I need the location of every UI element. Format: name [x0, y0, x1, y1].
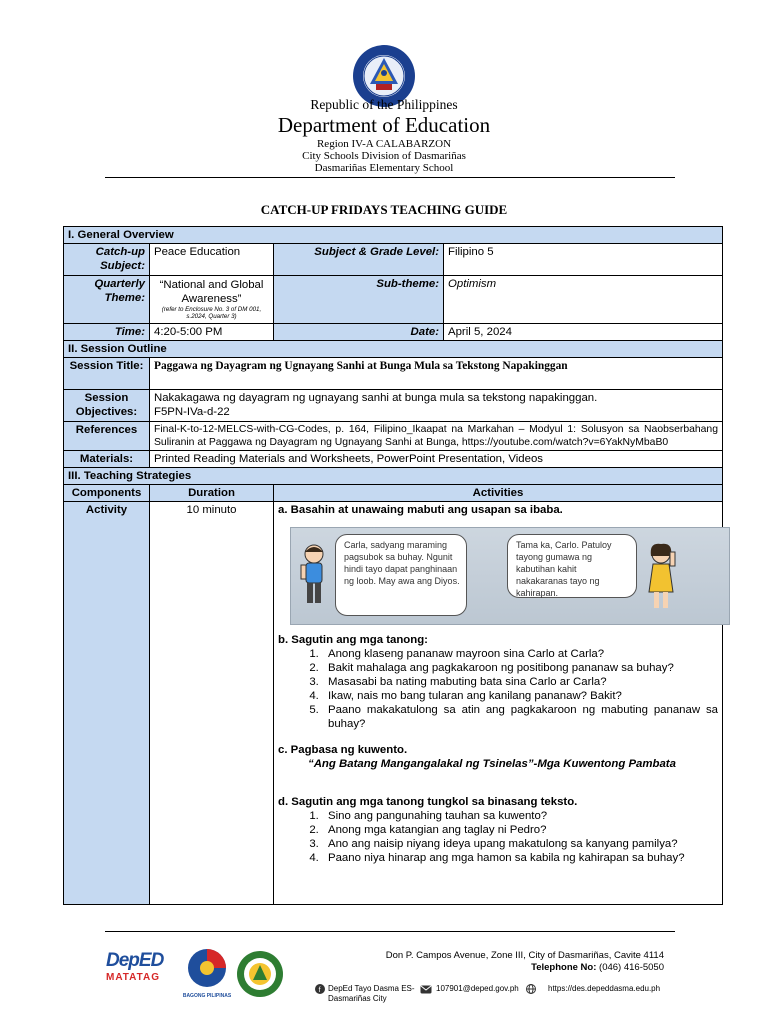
sub-theme-label: Sub-theme:: [274, 276, 444, 324]
republic-line: Republic of the Philippines: [310, 97, 458, 112]
activity-c-heading: c. Pagbasa ng kuwento.: [278, 744, 408, 756]
list-item: 5. Paano makakatulong sa atin ang pagkakaroon ng mabuting pananaw sa buhay?: [322, 703, 718, 731]
header-divider: [105, 177, 675, 178]
school-address: Don P. Campos Avenue, Zone III, City of Dasmariñas, Cavite 4114: [385, 950, 664, 961]
deped-matatag-logo: [106, 950, 178, 996]
catch-up-subject-label: Catch-up Subject:: [64, 244, 150, 276]
session-objectives-label: Session Objectives:: [64, 390, 150, 422]
materials-value: Printed Reading Materials and Worksheets, PowerPoint Presentation, Videos: [150, 451, 723, 468]
division-line: City Schools Division of Dasmariñas: [302, 150, 466, 162]
list-item: 3. Ano ang naisip niyang ideya upang makatulong sa kanyang pamilya?: [322, 837, 718, 851]
grade-level-label: Subject & Grade Level:: [274, 244, 444, 276]
bagong-pilipinas-logo: [182, 946, 232, 1002]
session-objectives-cell: [150, 390, 723, 422]
references-value: Final-K-to-12-MELCS-with-CG-Codes, p. 164, Filipino_Ikaapat na Markahan – Modyul 1: Solusyon sa Naobserbahang Suliranin at Paggawa ng Dayagram ng Ugnayang Sanhi at Bunga, https://youtube.com/watch?v=6YakNyMbaB0: [150, 422, 723, 451]
footer-divider: [105, 931, 675, 932]
quarterly-theme-value: “National and Global Awareness”: [159, 279, 264, 305]
school-line: Dasmariñas Elementary School: [314, 162, 454, 174]
list-item: 4. Ikaw, nais mo bang tularan ang kanilang pananaw? Bakit?: [322, 689, 718, 703]
deped-logo-text: DepED: [106, 950, 164, 971]
sub-theme-value: Optimism: [444, 276, 723, 324]
components-column-header: Components: [64, 485, 150, 502]
list-item: 3. Masasabi ba nating mabuting bata sina Carlo ar Carla?: [322, 675, 718, 689]
list-item: 2. Anong mga katangian ang taglay ni Pedro?: [322, 823, 718, 837]
girl-carla-icon: [645, 542, 677, 614]
teaching-strategies-heading: III. Teaching Strategies: [64, 468, 723, 485]
telephone-label: Telephone No:: [531, 962, 597, 973]
activity-a-heading: a. Basahin at unawaing mabuti ang usapan sa ibaba.: [278, 504, 563, 516]
session-title-label: Session Title:: [64, 358, 150, 390]
carlo-speech-bubble: Carla, sadyang maraming pagsubok sa buhay. Ngunit hindi tayo dapat panghinaan ng loob. May awa ang Diyos.: [335, 534, 467, 616]
duration-column-header: Duration: [150, 485, 274, 502]
carla-speech-bubble: Tama ka, Carlo. Patuloy tayong gumawa ng kabutihan kahit nakakaranas tayo ng kahirapan.: [507, 534, 637, 598]
activity-b-questions: [278, 647, 718, 731]
department-title: Department of Education: [277, 113, 491, 137]
quarterly-theme-cell: [150, 276, 274, 324]
materials-label: Materials:: [64, 451, 150, 468]
website-url[interactable]: https://des.depeddasma.edu.ph: [548, 984, 661, 993]
activity-d-questions: [278, 809, 718, 865]
boy-carlo-icon: [299, 542, 329, 612]
telephone-line: [531, 962, 664, 973]
session-outline-heading: II. Session Outline: [64, 341, 723, 358]
activity-b-heading: b. Sagutin ang mga tanong:: [278, 634, 428, 646]
date-value: April 5, 2024: [444, 324, 723, 341]
dialogue-illustration: [290, 527, 730, 625]
svg-text:f: f: [318, 987, 321, 994]
time-value: 4:20-5:00 PM: [150, 324, 274, 341]
activity-d-heading: d. Sagutin ang mga tanong tungkol sa binasang teksto.: [278, 796, 578, 808]
matatag-logo-text: MATATAG: [106, 972, 161, 983]
references-label: References: [64, 422, 150, 451]
email-address[interactable]: 107901@deped.gov.ph: [436, 984, 519, 993]
date-label: Date:: [274, 324, 444, 341]
session-objectives-value: Nakakagawa ng dayagram ng ugnayang sanhi at bunga mula sa tekstong napakinggan.: [154, 392, 598, 404]
document-title: CATCH-UP FRIDAYS TEACHING GUIDE: [260, 202, 508, 217]
activities-cell: [274, 502, 723, 905]
list-item: 4. Paano niya hinarap ang mga hamon sa kabila ng kahirapan sa buhay?: [322, 851, 718, 865]
school-seal-icon: [236, 950, 284, 998]
list-item: 1. Anong klaseng pananaw mayroon sina Carlo at Carla?: [322, 647, 718, 661]
teaching-guide-table: [63, 226, 723, 905]
time-label: Time:: [64, 324, 150, 341]
activity-duration: 10 minuto: [150, 502, 274, 905]
general-overview-heading: I. General Overview: [64, 227, 723, 244]
story-title: “Ang Batang Mangangalakal ng Tsinelas”-Mga Kuwentong Pambata: [308, 758, 676, 770]
component-activity: Activity: [64, 502, 150, 905]
competency-code: F5PN-IVa-d-22: [154, 406, 230, 418]
globe-icon: [526, 984, 536, 994]
quarterly-theme-label: Quarterly Theme:: [64, 276, 150, 324]
quarterly-theme-note: (refer to Enclosure No. 3 of DM 001, s.2024, Quarter 3): [161, 306, 262, 320]
session-title-value: Paggawa ng Dayagram ng Ugnayang Sanhi at Bunga Mula sa Tekstong Napakinggan: [150, 358, 723, 390]
region-line: Region IV-A CALABARZON: [316, 138, 452, 150]
catch-up-subject-value: Peace Education: [150, 244, 274, 276]
bagong-pilipinas-icon: [182, 946, 232, 988]
facebook-page[interactable]: DepEd Tayo Dasma ES-Dasmariñas City: [328, 984, 415, 1003]
activities-column-header: Activities: [274, 485, 723, 502]
bagong-pilipinas-text: BAGONG PILIPINAS: [182, 993, 232, 999]
list-item: 2. Bakit mahalaga ang pagkakaroon ng positibong pananaw sa buhay?: [322, 661, 718, 675]
list-item: 1. Sino ang pangunahing tauhan sa kuwento?: [322, 809, 718, 823]
email-icon: [420, 985, 432, 994]
facebook-icon: [315, 984, 325, 994]
telephone-value: (046) 416-5050: [599, 962, 664, 973]
grade-level-value: Filipino 5: [444, 244, 723, 276]
